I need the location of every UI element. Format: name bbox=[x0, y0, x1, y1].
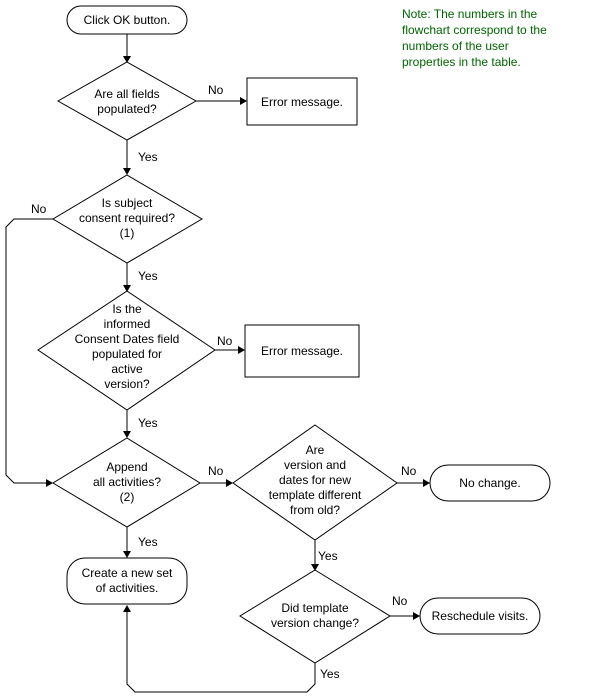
decision-text: Append bbox=[106, 460, 148, 474]
error-message-2 bbox=[245, 325, 359, 377]
arrowhead bbox=[226, 479, 233, 487]
template-diff-decision bbox=[233, 425, 397, 540]
terminal-text: Reschedule visits. bbox=[431, 609, 529, 623]
arrowhead bbox=[123, 168, 131, 175]
terminal-text: No change. bbox=[459, 476, 521, 490]
decision-text: Consent Dates field bbox=[74, 332, 180, 346]
decision-text: version? bbox=[104, 377, 150, 391]
process-text: Error message. bbox=[260, 344, 344, 358]
error-message-1 bbox=[247, 78, 357, 125]
decision-text: all activities? bbox=[92, 475, 162, 489]
edge-label-yes: Yes bbox=[138, 535, 158, 549]
arrowhead bbox=[123, 431, 131, 438]
edge-label-yes: Yes bbox=[138, 269, 158, 283]
decision-text: consent required? bbox=[78, 211, 176, 225]
process-text: Error message. bbox=[260, 95, 344, 109]
edge-label-no: No bbox=[217, 334, 233, 348]
decision-text: Is the bbox=[112, 302, 142, 316]
start-label: Click OK button. bbox=[83, 13, 171, 27]
decision-text: populated for bbox=[91, 347, 163, 361]
decision-text: Is subject bbox=[101, 196, 153, 210]
edge-label-no: No bbox=[208, 83, 224, 97]
decision-text: Did template bbox=[281, 601, 349, 615]
terminal-text: Create a new set bbox=[81, 566, 173, 580]
arrowhead bbox=[238, 346, 245, 354]
arrowhead bbox=[413, 612, 420, 620]
informed-consent-decision bbox=[38, 291, 215, 410]
note-line: properties in the table. bbox=[402, 55, 521, 69]
decision-text: informed bbox=[103, 317, 151, 331]
decision-text: dates for new bbox=[278, 473, 352, 487]
edge-label-yes: Yes bbox=[320, 667, 340, 681]
decision-text: version change? bbox=[270, 616, 360, 630]
edge-label-yes: Yes bbox=[138, 150, 158, 164]
edge-label-no: No bbox=[392, 594, 408, 608]
decision-text: version and bbox=[283, 458, 347, 472]
decision-text: from old? bbox=[289, 503, 341, 517]
decision-text: active bbox=[111, 362, 143, 376]
arrowhead bbox=[423, 479, 430, 487]
no-change-terminal bbox=[430, 465, 550, 501]
reschedule-terminal bbox=[420, 598, 540, 634]
decision-text: (1) bbox=[119, 226, 135, 240]
decision-text: (2) bbox=[119, 490, 135, 504]
edge-label-no: No bbox=[208, 464, 224, 478]
decision-text: Are bbox=[305, 443, 325, 457]
create-set-terminal bbox=[67, 558, 187, 604]
fields-check-decision bbox=[58, 62, 196, 140]
arrowhead bbox=[46, 479, 53, 487]
append-activities-decision bbox=[53, 438, 200, 527]
decision-diamond bbox=[58, 62, 196, 140]
template-change-decision bbox=[240, 570, 390, 663]
note-line: flowchart correspond to the bbox=[402, 23, 547, 37]
start-terminal bbox=[67, 6, 187, 34]
terminal-text: of activities. bbox=[95, 581, 159, 595]
edge-label-yes: Yes bbox=[318, 549, 338, 563]
note-line: numbers of the user bbox=[402, 39, 509, 53]
edge-label-yes: Yes bbox=[138, 416, 158, 430]
note-line: Note: The numbers in the bbox=[402, 7, 538, 21]
consent-check-decision bbox=[53, 175, 202, 263]
edge-label-no: No bbox=[31, 202, 47, 216]
decision-text: Are all fields bbox=[94, 87, 160, 101]
arrowhead bbox=[123, 605, 131, 612]
decision-text: template different bbox=[268, 488, 362, 502]
edge-label-no: No bbox=[401, 464, 417, 478]
arrowhead bbox=[240, 97, 247, 105]
decision-text: populated? bbox=[97, 102, 157, 116]
arrowhead bbox=[123, 551, 131, 558]
